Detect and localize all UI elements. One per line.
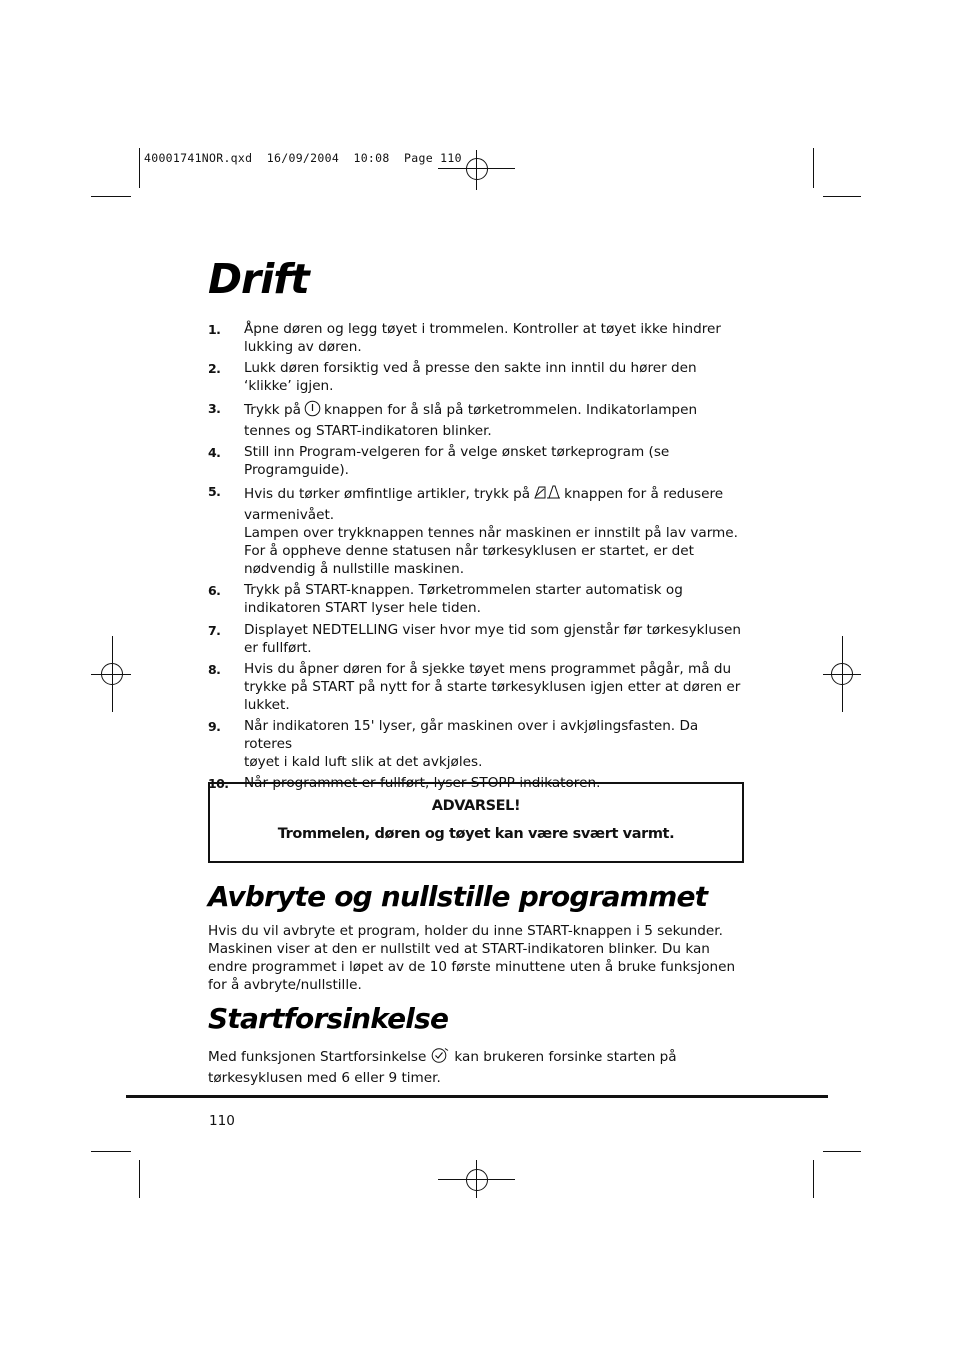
step-text: Når programmet er fullført, lyser STOPP-indikatoren.: [244, 775, 601, 792]
body-line: tørkesyklusen med 6 eller 9 timer.: [208, 1069, 441, 1086]
power-icon: [304, 400, 321, 423]
body-line: Hvis du vil avbryte et program, holder du inne START-knappen i 5 sekunder.: [208, 923, 723, 939]
step-item: [208, 321, 748, 357]
registration-circle: [101, 663, 123, 685]
section-reset-text: [208, 923, 748, 995]
body-line: Maskinen viser at den er nullstilt ved at START-indikatoren blinker. Du kan: [208, 940, 710, 957]
registration-circle: [466, 158, 488, 180]
step-text: Åpne døren og legg tøyet i trommelen. Kontroller at tøyet ikke hindrer: [244, 321, 721, 337]
step-text-before-icon: Hvis du tørker ømfintlige artikler, trykk på: [244, 486, 531, 503]
step-number: 5.: [208, 484, 221, 500]
body-line: for å avbryte/nullstille.: [208, 976, 362, 993]
step-text: lukket.: [244, 696, 290, 713]
crop-mark: [823, 1151, 861, 1152]
warning-heading: ADVARSEL!: [431, 798, 521, 814]
section-delay-text: [208, 1047, 748, 1088]
crop-mark: [91, 196, 131, 197]
section-heading-delay: Startforsinkelse: [208, 1002, 449, 1035]
step-number: 10.: [208, 776, 229, 792]
step-text: varmenivået.: [244, 507, 335, 524]
step-number: 8.: [208, 661, 221, 677]
page-title: Drift: [208, 255, 309, 303]
step-text: Still inn Program-velgeren for å velge ønsket tørkeprogram (se: [244, 443, 670, 460]
crop-mark: [813, 1160, 814, 1198]
steps-list: [208, 321, 748, 797]
registration-circle: [466, 1169, 488, 1191]
step-text: Når indikatoren 15' lyser, går maskinen over i avkjølingsfasten. Da roteres: [244, 718, 699, 753]
step-text-after-icon: knappen for å slå på tørketrommelen. Indikatorlampen: [323, 401, 698, 418]
warning-text: Trommelen, døren og tøyet kan være svært varmt.: [277, 826, 675, 842]
step-number: 9.: [208, 719, 221, 735]
step-item: [208, 400, 748, 441]
step-text: For å oppheve denne statusen når tørkesyklusen er startet, er det: [244, 542, 694, 559]
step-text-before-icon: Trykk på: [244, 401, 301, 418]
delay-timer-icon: [429, 1047, 451, 1070]
step-text: [244, 400, 748, 423]
step-text: Hvis du åpner døren for å sjekke tøyet mens programmet pågår, må du: [244, 660, 732, 677]
step-text: tøyet i kald luft slik at det avkjøles.: [244, 753, 483, 770]
step-text: Programguide).: [244, 461, 349, 478]
step-text: er fullført.: [244, 639, 312, 656]
step-text: trykke på START på nytt for å starte tørkesyklusen igjen etter at døren er: [244, 678, 741, 695]
step-number: 4.: [208, 444, 221, 460]
step-number: 6.: [208, 583, 221, 599]
step-number: 2.: [208, 361, 221, 377]
step-number: 1.: [208, 322, 221, 337]
step-item: [208, 360, 748, 396]
step-item: [208, 483, 748, 579]
step-number: 3.: [208, 400, 221, 416]
step-text: Lampen over trykknappen tennes når maskinen er innstilt på lav varme.: [244, 525, 738, 542]
step-number: 7.: [208, 622, 221, 638]
step-text-after-icon: knappen for å redusere: [564, 486, 724, 503]
registration-circle: [831, 663, 853, 685]
warning-box: [208, 782, 744, 863]
crop-mark: [139, 1160, 140, 1198]
step-text: nødvendig å nullstille maskinen.: [244, 560, 465, 577]
step-item: [208, 582, 748, 618]
body-text-before-icon: Med funksjonen Startforsinkelse: [208, 1049, 427, 1065]
step-item: [208, 622, 748, 658]
body-text-after-icon: kan brukeren forsinke starten på: [454, 1049, 677, 1065]
section-heading-reset: Avbryte og nullstille programmet: [208, 880, 708, 913]
crop-mark: [823, 196, 861, 197]
body-line: [208, 1047, 748, 1070]
footer-rule: [126, 1095, 828, 1098]
delicate-iron-icon: [533, 483, 561, 507]
step-text: Lukk døren forsiktig ved å presse den sakte inn inntil du hører den: [244, 360, 697, 377]
body-line: endre programmet i løpet av de 10 første minuttene uten å bruke funksjonen: [208, 958, 736, 975]
step-item: [208, 718, 748, 772]
page-number: 110: [209, 1113, 235, 1129]
crop-mark: [139, 148, 140, 188]
step-text: indikatoren START lyser hele tiden.: [244, 600, 481, 617]
step-item: [208, 444, 748, 480]
step-text: [244, 483, 748, 507]
step-text: Displayet NEDTELLING viser hvor mye tid som gjenstår før tørkesyklusen: [244, 621, 741, 638]
step-text: tennes og START-indikatoren blinker.: [244, 422, 492, 439]
step-text: lukking av døren.: [244, 338, 362, 355]
crop-mark: [813, 148, 814, 188]
crop-mark: [91, 1151, 131, 1152]
step-item: [208, 661, 748, 715]
step-text: Trykk på START-knappen. Tørketrommelen starter automatisk og: [244, 582, 683, 599]
print-slug: 40001741NOR.qxd 16/09/2004 10:08 Page 110: [144, 151, 462, 165]
step-text: ‘klikke’ igjen.: [244, 378, 334, 395]
